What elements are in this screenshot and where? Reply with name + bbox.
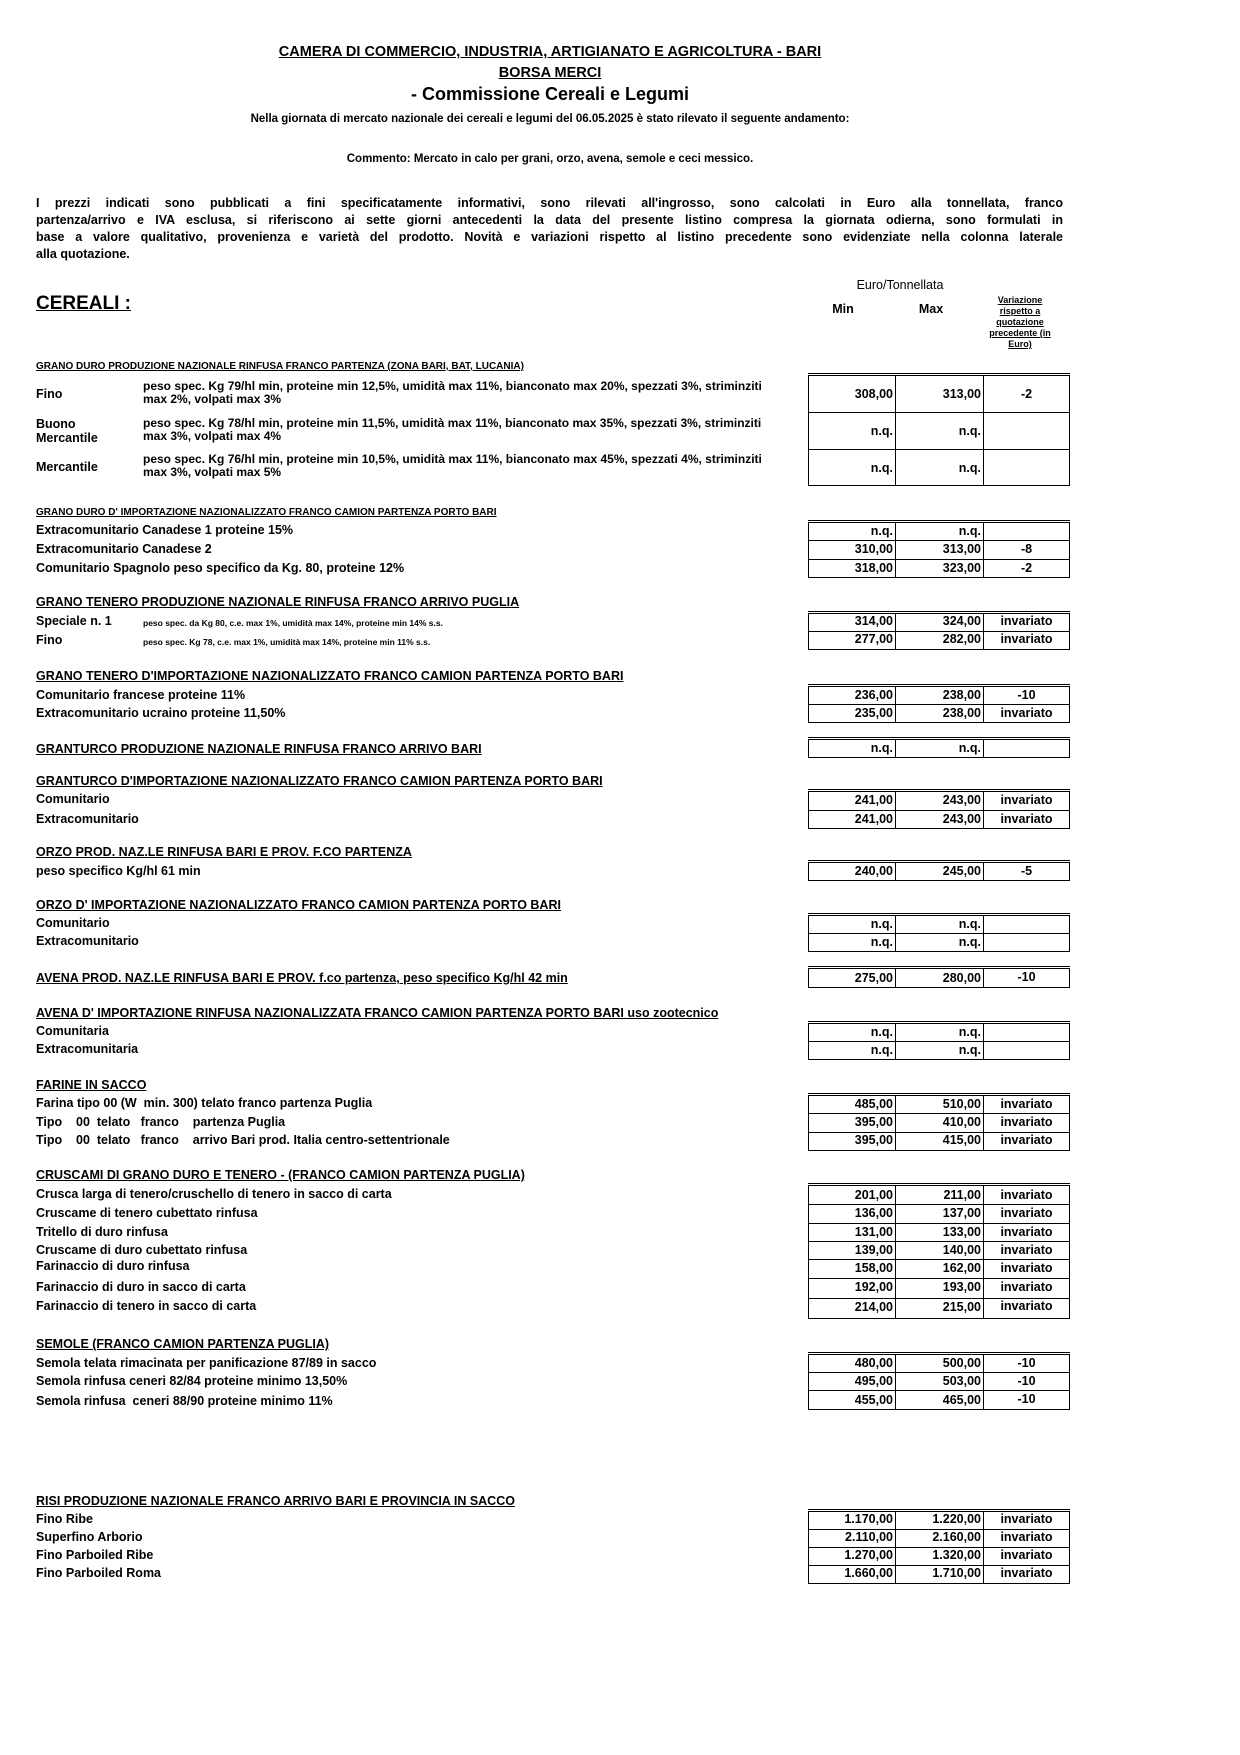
max-price: 215,00 xyxy=(942,1300,981,1314)
max-price: 503,00 xyxy=(942,1374,981,1388)
market-intro: Nella giornata di mercato nazionale dei cereali e legumi del 06.05.2025 è stato rilevato il seguente andamento: xyxy=(250,113,850,125)
divider xyxy=(808,1021,1070,1022)
row-label: Farinaccio di duro rinfusa xyxy=(36,1259,190,1273)
divider xyxy=(808,966,1070,967)
price-variation: -10 xyxy=(1017,1392,1036,1406)
min-price: 314,00 xyxy=(854,614,893,628)
price-variation: invariato xyxy=(1000,1530,1053,1544)
divider xyxy=(808,1352,1070,1353)
divider xyxy=(808,373,1070,374)
max-price: n.q. xyxy=(958,461,981,475)
variation-header-line: Euro) xyxy=(1008,339,1032,349)
price-variation: invariato xyxy=(1000,1097,1053,1111)
max-price: 410,00 xyxy=(942,1115,981,1129)
price-variation: invariato xyxy=(1000,1115,1053,1129)
price-variation: invariato xyxy=(1000,1225,1053,1239)
divider xyxy=(808,1183,1070,1184)
price-variation: -10 xyxy=(1017,1374,1036,1388)
max-price: 465,00 xyxy=(942,1393,981,1407)
min-header: Min xyxy=(832,302,854,316)
min-price: 158,00 xyxy=(854,1261,893,1275)
min-price: n.q. xyxy=(870,461,893,475)
row-description: peso spec. da Kg 80, c.e. max 1%, umidità max 14%, proteine min 14% s.s. xyxy=(143,618,443,628)
section-title-orzo-nazionale: ORZO PROD. NAZ.LE RINFUSA BARI E PROV. F.CO PARTENZA xyxy=(36,845,412,859)
row-label: Fino xyxy=(36,387,63,401)
row-label: Tipo 00 telato franco partenza Puglia xyxy=(36,1115,286,1129)
min-price: 495,00 xyxy=(854,1374,893,1388)
price-variation: invariato xyxy=(1000,1188,1053,1202)
row-label: Comunitario xyxy=(36,792,110,806)
row-label: Comunitario Spagnolo peso specifico da Kg. 80, proteine 12% xyxy=(36,561,405,575)
divider xyxy=(808,1093,1070,1094)
unit-header: Euro/Tonnellata xyxy=(856,278,944,292)
divider xyxy=(808,1204,1070,1205)
section-title-farine: FARINE IN SACCO xyxy=(36,1078,147,1092)
row-label: Farinaccio di tenero in sacco di carta xyxy=(36,1299,257,1313)
price-variation: invariato xyxy=(1000,1261,1053,1275)
notice-line-2: partenza/arrivo e IVA esclusa, si riferiscono ai sette giorni antecedenti la data del presente listino compresa la giornata odierna, sono formulati in xyxy=(36,213,1063,227)
price-variation: invariato xyxy=(1000,1243,1053,1257)
max-price: 313,00 xyxy=(942,542,981,556)
min-price: 240,00 xyxy=(854,864,893,878)
max-price: n.q. xyxy=(958,917,981,931)
row-description: peso spec. Kg 78/hl min, proteine min 11,5%, umidità max 11%, bianconato max 35%, spezzati 3%, striminziti max 3%, volpati max 4% xyxy=(143,416,762,443)
section-title-granturco-import: GRANTURCO D'IMPORTAZIONE NAZIONALIZZATO FRANCO CAMION PARTENZA PORTO BARI xyxy=(36,774,603,788)
min-price: n.q. xyxy=(870,424,893,438)
section-title-avena-nazionale: AVENA PROD. NAZ.LE RINFUSA BARI E PROV. f.co partenza, peso specifico Kg/hl 42 min xyxy=(36,971,568,985)
price-variation: -2 xyxy=(1020,387,1033,401)
notice-line-3: base a valore qualitativo, provenienza e varietà del prodotto. Novità e variazioni rispetto al listino precedente sono evidenziate nella colonna laterale xyxy=(36,230,1063,244)
price-variation: invariato xyxy=(1000,1299,1053,1313)
divider xyxy=(808,913,1070,914)
divider xyxy=(808,810,1070,811)
max-price: 1.320,00 xyxy=(932,1548,981,1562)
min-price: 277,00 xyxy=(854,632,893,646)
max-price: 238,00 xyxy=(942,688,981,702)
variation-header-line: Variazione xyxy=(997,295,1043,305)
max-price: 243,00 xyxy=(942,812,981,826)
row-label: Fino Parboiled Ribe xyxy=(36,1548,154,1562)
divider xyxy=(808,540,1070,541)
price-variation: invariato xyxy=(1000,1566,1053,1580)
max-price: n.q. xyxy=(958,424,981,438)
price-variation: invariato xyxy=(1000,793,1053,807)
divider xyxy=(808,1372,1070,1373)
max-price: 211,00 xyxy=(943,1188,981,1202)
section-title-grano-tenero-nazionale: GRANO TENERO PRODUZIONE NAZIONALE RINFUSA FRANCO ARRIVO PUGLIA xyxy=(36,595,520,609)
row-label: Extracomunitario Canadese 2 xyxy=(36,542,212,556)
min-price: 131,00 xyxy=(854,1225,893,1239)
min-price: 1.270,00 xyxy=(844,1548,893,1562)
price-variation: -10 xyxy=(1017,688,1036,702)
row-label: Tipo 00 telato franco arrivo Bari prod. Italia centro-settentrionale xyxy=(36,1133,450,1147)
divider xyxy=(808,1041,1070,1042)
row-label: Cruscame di duro cubettato rinfusa xyxy=(36,1243,248,1257)
row-label: Extracomunitaria xyxy=(36,1042,139,1056)
row-label: Semola rinfusa ceneri 82/84 proteine minimo 13,50% xyxy=(36,1374,348,1388)
min-price: n.q. xyxy=(870,524,893,538)
section-title-risi: RISI PRODUZIONE NAZIONALE FRANCO ARRIVO BARI E PROVINCIA IN SACCO xyxy=(36,1494,515,1508)
price-variation: -5 xyxy=(1020,864,1033,878)
min-price: 241,00 xyxy=(854,812,893,826)
min-price: 192,00 xyxy=(854,1280,893,1294)
max-price: 415,00 xyxy=(942,1133,981,1147)
min-price: n.q. xyxy=(870,917,893,931)
max-price: n.q. xyxy=(958,1043,981,1057)
price-variation: invariato xyxy=(1000,632,1053,646)
row-label: Superfino Arborio xyxy=(36,1530,143,1544)
row-label: Semola rinfusa ceneri 88/90 proteine minimo 11% xyxy=(36,1394,333,1408)
min-price: 2.110,00 xyxy=(845,1530,893,1544)
section-title-grano-duro-nazionale: GRANO DURO PRODUZIONE NAZIONALE RINFUSA FRANCO PARTENZA (ZONA BARI, BAT, LUCANIA) xyxy=(36,361,524,372)
max-header: Max xyxy=(918,302,944,316)
max-price: 238,00 xyxy=(942,706,981,720)
price-variation: invariato xyxy=(1000,812,1053,826)
max-price: 140,00 xyxy=(942,1243,981,1257)
row-label: Fino Ribe xyxy=(36,1512,93,1526)
min-price: 1.170,00 xyxy=(844,1512,893,1526)
divider xyxy=(808,1113,1070,1114)
max-price: 245,00 xyxy=(942,864,981,878)
divider xyxy=(808,860,1070,861)
max-price: n.q. xyxy=(958,524,981,538)
section-title-orzo-import: ORZO D' IMPORTAZIONE NAZIONALIZZATO FRANCO CAMION PARTENZA PORTO BARI xyxy=(36,898,561,912)
row-label: Extracomunitario Canadese 1 proteine 15% xyxy=(36,523,294,537)
max-price: 510,00 xyxy=(942,1097,981,1111)
min-price: 201,00 xyxy=(854,1188,893,1202)
row-label: Buono Mercantile xyxy=(36,417,98,445)
price-variation: -10 xyxy=(1017,1356,1036,1370)
max-price: 193,00 xyxy=(942,1280,981,1294)
row-label: Crusca larga di tenero/cruschello di tenero in sacco di carta xyxy=(36,1187,392,1201)
row-label: peso specifico Kg/hl 61 min xyxy=(36,864,201,878)
divider xyxy=(808,412,1070,413)
row-label: Mercantile xyxy=(36,460,98,474)
divider xyxy=(808,933,1070,934)
row-label: Speciale n. 1 xyxy=(36,614,112,628)
max-price: 1.220,00 xyxy=(932,1512,981,1526)
variation-header-line: quotazione xyxy=(996,317,1044,327)
max-price: 1.710,00 xyxy=(932,1566,981,1580)
min-price: 310,00 xyxy=(854,542,893,556)
max-price: 282,00 xyxy=(942,632,981,646)
row-label: Fino xyxy=(36,633,63,647)
price-variation: -10 xyxy=(1017,970,1036,984)
row-label: Comunitario xyxy=(36,916,110,930)
row-label: Tritello di duro rinfusa xyxy=(36,1225,168,1239)
section-title-semole: SEMOLE (FRANCO CAMION PARTENZA PUGLIA) xyxy=(36,1337,330,1351)
min-price: 139,00 xyxy=(854,1243,893,1257)
market-comment: Commento: Mercato in calo per grani, orzo, avena, semole e ceci messico. xyxy=(346,153,754,165)
divider xyxy=(808,1223,1070,1224)
row-label: Comunitario francese proteine 11% xyxy=(36,688,246,702)
min-price: 275,00 xyxy=(854,971,893,985)
commission-title: - Commissione Cereali e Legumi xyxy=(410,84,690,104)
row-label: Farinaccio di duro in sacco di carta xyxy=(36,1280,246,1294)
borsa-merci-title: BORSA MERCI xyxy=(498,65,602,81)
row-label: Fino Parboiled Roma xyxy=(36,1566,162,1580)
price-variation: invariato xyxy=(1000,614,1053,628)
divider xyxy=(808,449,1070,450)
max-price: n.q. xyxy=(958,1025,981,1039)
row-label: Comunitaria xyxy=(36,1024,109,1038)
divider xyxy=(808,704,1070,705)
min-price: n.q. xyxy=(870,1043,893,1057)
section-title-grano-tenero-import: GRANO TENERO D'IMPORTAZIONE NAZIONALIZZATO FRANCO CAMION PARTENZA PORTO BARI xyxy=(36,669,624,683)
max-price: 313,00 xyxy=(942,387,981,401)
min-price: 395,00 xyxy=(854,1133,893,1147)
divider xyxy=(808,737,1070,738)
min-price: 235,00 xyxy=(854,706,893,720)
price-variation: invariato xyxy=(1000,706,1053,720)
price-variation: -2 xyxy=(1020,561,1033,575)
max-price: n.q. xyxy=(958,935,981,949)
row-label: Farina tipo 00 (W min. 300) telato franco partenza Puglia xyxy=(36,1096,373,1110)
min-price: n.q. xyxy=(870,935,893,949)
variation-header-line: rispetto a xyxy=(999,306,1041,316)
notice-line-1: I prezzi indicati sono pubblicati a fini specificatamente informativi, sono rilevati all'ingrosso, sono calcolati in Euro alla tonnellata, franco xyxy=(36,196,1063,210)
divider xyxy=(808,611,1070,612)
min-price: 241,00 xyxy=(854,793,893,807)
price-variation: invariato xyxy=(1000,1512,1053,1526)
divider xyxy=(808,559,1070,560)
min-price: 1.660,00 xyxy=(844,1566,893,1580)
min-price: 308,00 xyxy=(854,387,893,401)
min-price: 480,00 xyxy=(854,1356,893,1370)
max-price: 500,00 xyxy=(942,1356,981,1370)
section-title-avena-import: AVENA D' IMPORTAZIONE RINFUSA NAZIONALIZZATA FRANCO CAMION PARTENZA PORTO BARI uso zootecnico xyxy=(36,1006,719,1020)
max-price: 137,00 xyxy=(942,1206,981,1220)
section-title-granturco-nazionale: GRANTURCO PRODUZIONE NAZIONALE RINFUSA FRANCO ARRIVO BARI xyxy=(36,742,482,756)
variation-header xyxy=(978,295,1062,350)
price-variation: invariato xyxy=(1000,1548,1053,1562)
divider xyxy=(808,1259,1070,1260)
max-price: 280,00 xyxy=(942,971,981,985)
price-variation: invariato xyxy=(1000,1280,1053,1294)
max-price: 2.160,00 xyxy=(932,1530,981,1544)
min-price: 318,00 xyxy=(854,561,893,575)
section-title-grano-duro-import: GRANO DURO D' IMPORTAZIONE NAZIONALIZZATO FRANCO CAMION PARTENZA PORTO BARI xyxy=(36,507,497,518)
row-label: Cruscame di tenero cubettato rinfusa xyxy=(36,1206,258,1220)
max-price: 323,00 xyxy=(942,561,981,575)
divider xyxy=(808,1241,1070,1242)
row-label: Extracomunitario ucraino proteine 11,50% xyxy=(36,706,286,720)
max-price: 324,00 xyxy=(942,614,981,628)
divider xyxy=(808,520,1070,521)
section-title-cruscami: CRUSCAMI DI GRANO DURO E TENERO - (FRANCO CAMION PARTENZA PUGLIA) xyxy=(36,1168,525,1182)
min-price: n.q. xyxy=(870,1025,893,1039)
divider xyxy=(808,789,1070,790)
variation-header-line: precedente (in xyxy=(989,328,1051,338)
divider xyxy=(808,1278,1070,1279)
min-price: 236,00 xyxy=(854,688,893,702)
max-price: 162,00 xyxy=(942,1261,981,1275)
cereali-heading: CEREALI : xyxy=(36,293,131,314)
chamber-title: CAMERA DI COMMERCIO, INDUSTRIA, ARTIGIANATO E AGRICOLTURA - BARI xyxy=(278,44,822,60)
price-variation: -8 xyxy=(1020,542,1033,556)
divider xyxy=(808,1390,1070,1391)
max-price: n.q. xyxy=(958,741,981,755)
min-price: 214,00 xyxy=(854,1300,893,1314)
divider xyxy=(808,684,1070,685)
min-price: n.q. xyxy=(870,741,893,755)
max-price: 133,00 xyxy=(942,1225,981,1239)
min-price: 485,00 xyxy=(854,1097,893,1111)
row-label: Semola telata rimacinata per panificazione 87/89 in sacco xyxy=(36,1356,377,1370)
row-description: peso spec. Kg 76/hl min, proteine min 10,5%, umidità max 11%, bianconato max 45%, spezzati 4%, striminziti max 3%, volpati max 5% xyxy=(143,452,762,479)
max-price: 243,00 xyxy=(942,793,981,807)
price-variation: invariato xyxy=(1000,1206,1053,1220)
price-variation: invariato xyxy=(1000,1133,1053,1147)
divider xyxy=(983,739,984,758)
min-price: 136,00 xyxy=(854,1206,893,1220)
min-price: 455,00 xyxy=(854,1393,893,1407)
row-label: Extracomunitario xyxy=(36,812,139,826)
row-label: Extracomunitario xyxy=(36,934,139,948)
row-description: peso spec. Kg 79/hl min, proteine min 12,5%, umidità max 11%, bianconato max 20%, spezzati 3%, striminziti max 2%, volpati max 3% xyxy=(143,379,762,406)
min-price: 395,00 xyxy=(854,1115,893,1129)
row-description: peso spec. Kg 78, c.e. max 1%, umidità max 14%, proteine min 11% s.s. xyxy=(143,637,431,647)
notice-line-4: alla quotazione. xyxy=(36,247,130,261)
divider xyxy=(808,1509,1070,1510)
